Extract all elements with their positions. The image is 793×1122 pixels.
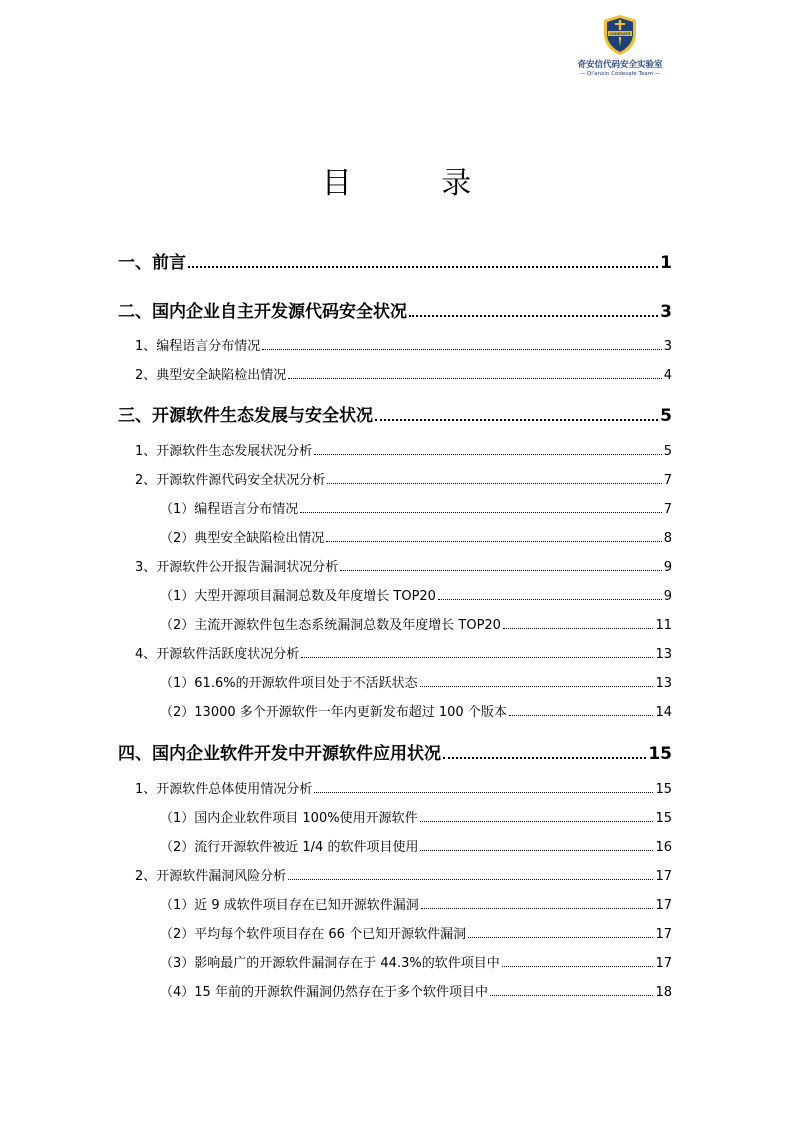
toc-leader-dots xyxy=(421,908,654,909)
toc-leader-dots xyxy=(420,850,653,851)
toc-entry-label: 2、开源软件源代码安全状况分析 xyxy=(135,473,326,488)
toc-leader-dots xyxy=(420,686,654,687)
toc-leader-dots xyxy=(288,879,653,880)
toc-entry[interactable] xyxy=(118,556,672,575)
toc-entry-page: 1 xyxy=(660,253,672,273)
shield-sword-icon xyxy=(602,14,638,56)
toc-entry-page: 4 xyxy=(663,368,672,383)
toc-leader-dots xyxy=(420,821,654,822)
toc-entry-page: 15 xyxy=(655,811,672,826)
toc-leader-dots xyxy=(326,541,661,542)
toc-entry[interactable] xyxy=(118,401,672,426)
toc-entry[interactable] xyxy=(118,469,672,488)
toc-entry-label: （4）15 年前的开源软件漏洞仍然存在于多个软件项目中 xyxy=(160,985,488,1000)
toc-entry-page: 5 xyxy=(663,444,672,459)
toc-entry-label: （1）近 9 成软件项目存在已知开源软件漏洞 xyxy=(160,898,419,913)
toc-entry-label: （2）流行开源软件被近 1/4 的软件项目使用 xyxy=(160,840,419,855)
toc-entry[interactable] xyxy=(118,297,672,322)
toc-leader-dots xyxy=(314,792,653,793)
toc-entry[interactable] xyxy=(118,527,672,546)
toc-entry-label: 1、开源软件生态发展状况分析 xyxy=(135,444,313,459)
toc-entry-label: 4、开源软件活跃度状况分析 xyxy=(135,647,300,662)
toc-entry-label: （2）平均每个软件项目存在 66 个已知开源软件漏洞 xyxy=(160,927,467,942)
toc-entry[interactable] xyxy=(118,701,672,720)
toc-leader-dots xyxy=(300,512,661,513)
toc-entry[interactable] xyxy=(118,836,672,855)
toc-entry[interactable] xyxy=(118,952,672,971)
toc-entry-page: 15 xyxy=(648,744,672,764)
toc-entry-page: 17 xyxy=(655,927,672,942)
toc-entry[interactable] xyxy=(118,585,672,604)
toc-entry[interactable] xyxy=(118,807,672,826)
toc-entry-page: 8 xyxy=(663,531,672,546)
toc-leader-dots xyxy=(288,378,661,379)
toc-entry-label: 一、前言 xyxy=(118,253,186,273)
toc-entry-label: 1、编程语言分布情况 xyxy=(135,339,261,354)
logo-badge-text: CODESAFE xyxy=(609,32,631,36)
toc-entry-page: 15 xyxy=(655,782,672,797)
toc-entry[interactable] xyxy=(118,248,672,273)
toc-entry-label: 3、开源软件公开报告漏洞状况分析 xyxy=(135,560,339,575)
toc-entry[interactable] xyxy=(118,778,672,797)
page-title: 目 录 xyxy=(321,166,512,201)
header-logo xyxy=(570,14,670,77)
toc-leader-dots xyxy=(340,570,661,571)
toc-leader-dots xyxy=(438,599,662,600)
toc-entry[interactable] xyxy=(118,739,672,764)
toc-leader-dots xyxy=(468,937,653,938)
toc-leader-dots xyxy=(503,628,653,629)
toc-entry-label: （2）主流开源软件包生态系统漏洞总数及年度增长 TOP20 xyxy=(160,618,501,633)
toc-leader-dots xyxy=(301,657,653,658)
toc-entry-page: 14 xyxy=(655,705,672,720)
toc-entry-page: 7 xyxy=(663,473,672,488)
toc-entry-label: 1、开源软件总体使用情况分析 xyxy=(135,782,313,797)
toc-entry-label: （1）国内企业软件项目 100%使用开源软件 xyxy=(160,811,418,826)
toc-entry-label: （1）大型开源项目漏洞总数及年度增长 TOP20 xyxy=(160,589,436,604)
toc-entry-page: 13 xyxy=(655,647,672,662)
toc-entry-page: 11 xyxy=(655,618,672,633)
toc-leader-dots xyxy=(490,995,654,996)
toc-entry-page: 16 xyxy=(655,840,672,855)
toc-entry[interactable] xyxy=(118,894,672,913)
toc-entry[interactable] xyxy=(118,672,672,691)
toc-entry-label: 2、典型安全缺陷检出情况 xyxy=(135,368,287,383)
toc-leader-dots xyxy=(375,419,658,421)
toc-entry-label: （1）61.6%的开源软件项目处于不活跃状态 xyxy=(160,676,418,691)
toc-entry-page: 17 xyxy=(655,869,672,884)
toc-entry-page: 13 xyxy=(655,676,672,691)
toc-entry-page: 17 xyxy=(655,898,672,913)
toc-entry-page: 3 xyxy=(663,339,672,354)
toc-entry-page: 5 xyxy=(660,406,672,426)
toc-leader-dots xyxy=(502,966,654,967)
toc-leader-dots xyxy=(314,454,661,455)
toc-entry[interactable] xyxy=(118,498,672,517)
toc-leader-dots xyxy=(409,315,658,317)
toc-entry-label: （2）13000 多个开源软件一年内更新发布超过 100 个版本 xyxy=(160,705,507,720)
toc-entry[interactable] xyxy=(118,865,672,884)
toc-entry[interactable] xyxy=(118,440,672,459)
toc-entry[interactable] xyxy=(118,614,672,633)
toc-entry[interactable] xyxy=(118,981,672,1000)
logo-name: 奇安信代码安全实验室 xyxy=(577,60,663,70)
toc-entry-page: 18 xyxy=(655,985,672,1000)
toc-leader-dots xyxy=(262,349,661,350)
toc-entry-page: 7 xyxy=(663,502,672,517)
toc-leader-dots xyxy=(188,266,658,268)
toc-entry-label: 三、开源软件生态发展与安全状况 xyxy=(118,406,373,426)
toc-leader-dots xyxy=(327,483,661,484)
toc-entry-label: （3）影响最广的开源软件漏洞存在于 44.3%的软件项目中 xyxy=(160,956,500,971)
toc-entry-page: 9 xyxy=(663,560,672,575)
toc-entry-page: 9 xyxy=(663,589,672,604)
toc-entry[interactable] xyxy=(118,364,672,383)
toc-entry-page: 3 xyxy=(660,302,672,322)
toc-entry-page: 17 xyxy=(655,956,672,971)
toc-entry[interactable] xyxy=(118,335,672,354)
toc-entry[interactable] xyxy=(118,923,672,942)
toc-entry-label: 2、开源软件漏洞风险分析 xyxy=(135,869,287,884)
toc-entry[interactable] xyxy=(118,643,672,662)
toc-entry-label: （2）典型安全缺陷检出情况 xyxy=(160,531,325,546)
toc-leader-dots xyxy=(443,757,646,759)
toc-leader-dots xyxy=(509,715,654,716)
toc-entry-label: 四、国内企业软件开发中开源软件应用状况 xyxy=(118,744,441,764)
logo-subtitle: — Qi'anxin Codesafe Team — xyxy=(579,71,661,77)
toc-entry-label: （1）编程语言分布情况 xyxy=(160,502,299,517)
toc-entry-label: 二、国内企业自主开发源代码安全状况 xyxy=(118,302,407,322)
